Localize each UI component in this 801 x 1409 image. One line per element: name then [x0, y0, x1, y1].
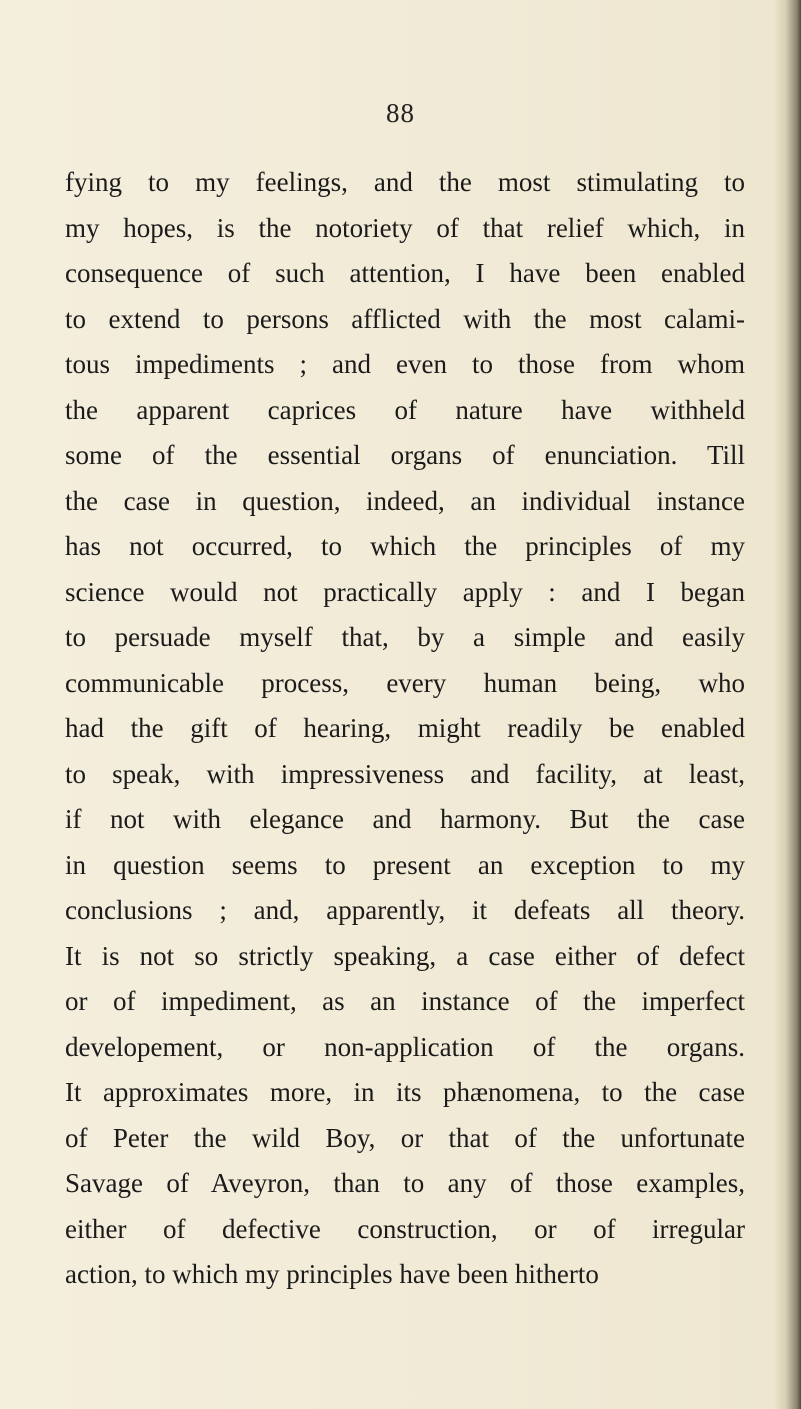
text-line: the case in question, indeed, an individual instance [65, 485, 745, 516]
text-line: to extend to persons afflicted with the most calami- [65, 303, 745, 334]
text-line: if not with elegance and harmony. But the case [65, 804, 745, 834]
text-line: It approximates more, in its phænomena, to the case [65, 1077, 745, 1107]
text-line: the apparent caprices of nature have withheld [65, 394, 745, 425]
body-text [65, 160, 745, 1298]
text-line: some of the essential organs of enunciation. Till [65, 440, 745, 470]
text-line: conclusions ; and, apparently, it defeats all theory. [65, 895, 745, 925]
text-line: or of impediment, as an instance of the imperfect [65, 986, 745, 1016]
text-line: my hopes, is the notoriety of that relief which, in [65, 212, 745, 243]
text-line: had the gift of hearing, might readily be enabled [65, 713, 745, 743]
text-line: Savage of Aveyron, than to any of those examples, [65, 1168, 745, 1198]
text-line: developement, or non-application of the organs. [65, 1031, 745, 1062]
text-line: communicable process, every human being, who [65, 667, 745, 698]
text-line: in question seems to present an exception to my [65, 849, 745, 880]
text-line: consequence of such attention, I have been enabled [65, 258, 745, 288]
text-line: has not occurred, to which the principles of my [65, 531, 745, 561]
text-line: action, to which my principles have been hitherto [65, 1259, 599, 1289]
text-line: of Peter the wild Boy, or that of the unfortunate [65, 1122, 745, 1153]
text-line: fying to my feelings, and the most stimulating to [65, 167, 745, 197]
text-line: either of defective construction, or of irregular [65, 1213, 745, 1244]
text-line: to speak, with impressiveness and facility, at least, [65, 758, 745, 789]
text-line: It is not so strictly speaking, a case either of defect [65, 940, 745, 971]
text-line: science would not practically apply : and I began [65, 576, 745, 607]
page-edge-shadow [773, 0, 801, 1409]
page-number: 88 [386, 98, 415, 128]
text-line: to persuade myself that, by a simple and easily [65, 622, 745, 652]
text-line: tous impediments ; and even to those from whom [65, 349, 745, 379]
